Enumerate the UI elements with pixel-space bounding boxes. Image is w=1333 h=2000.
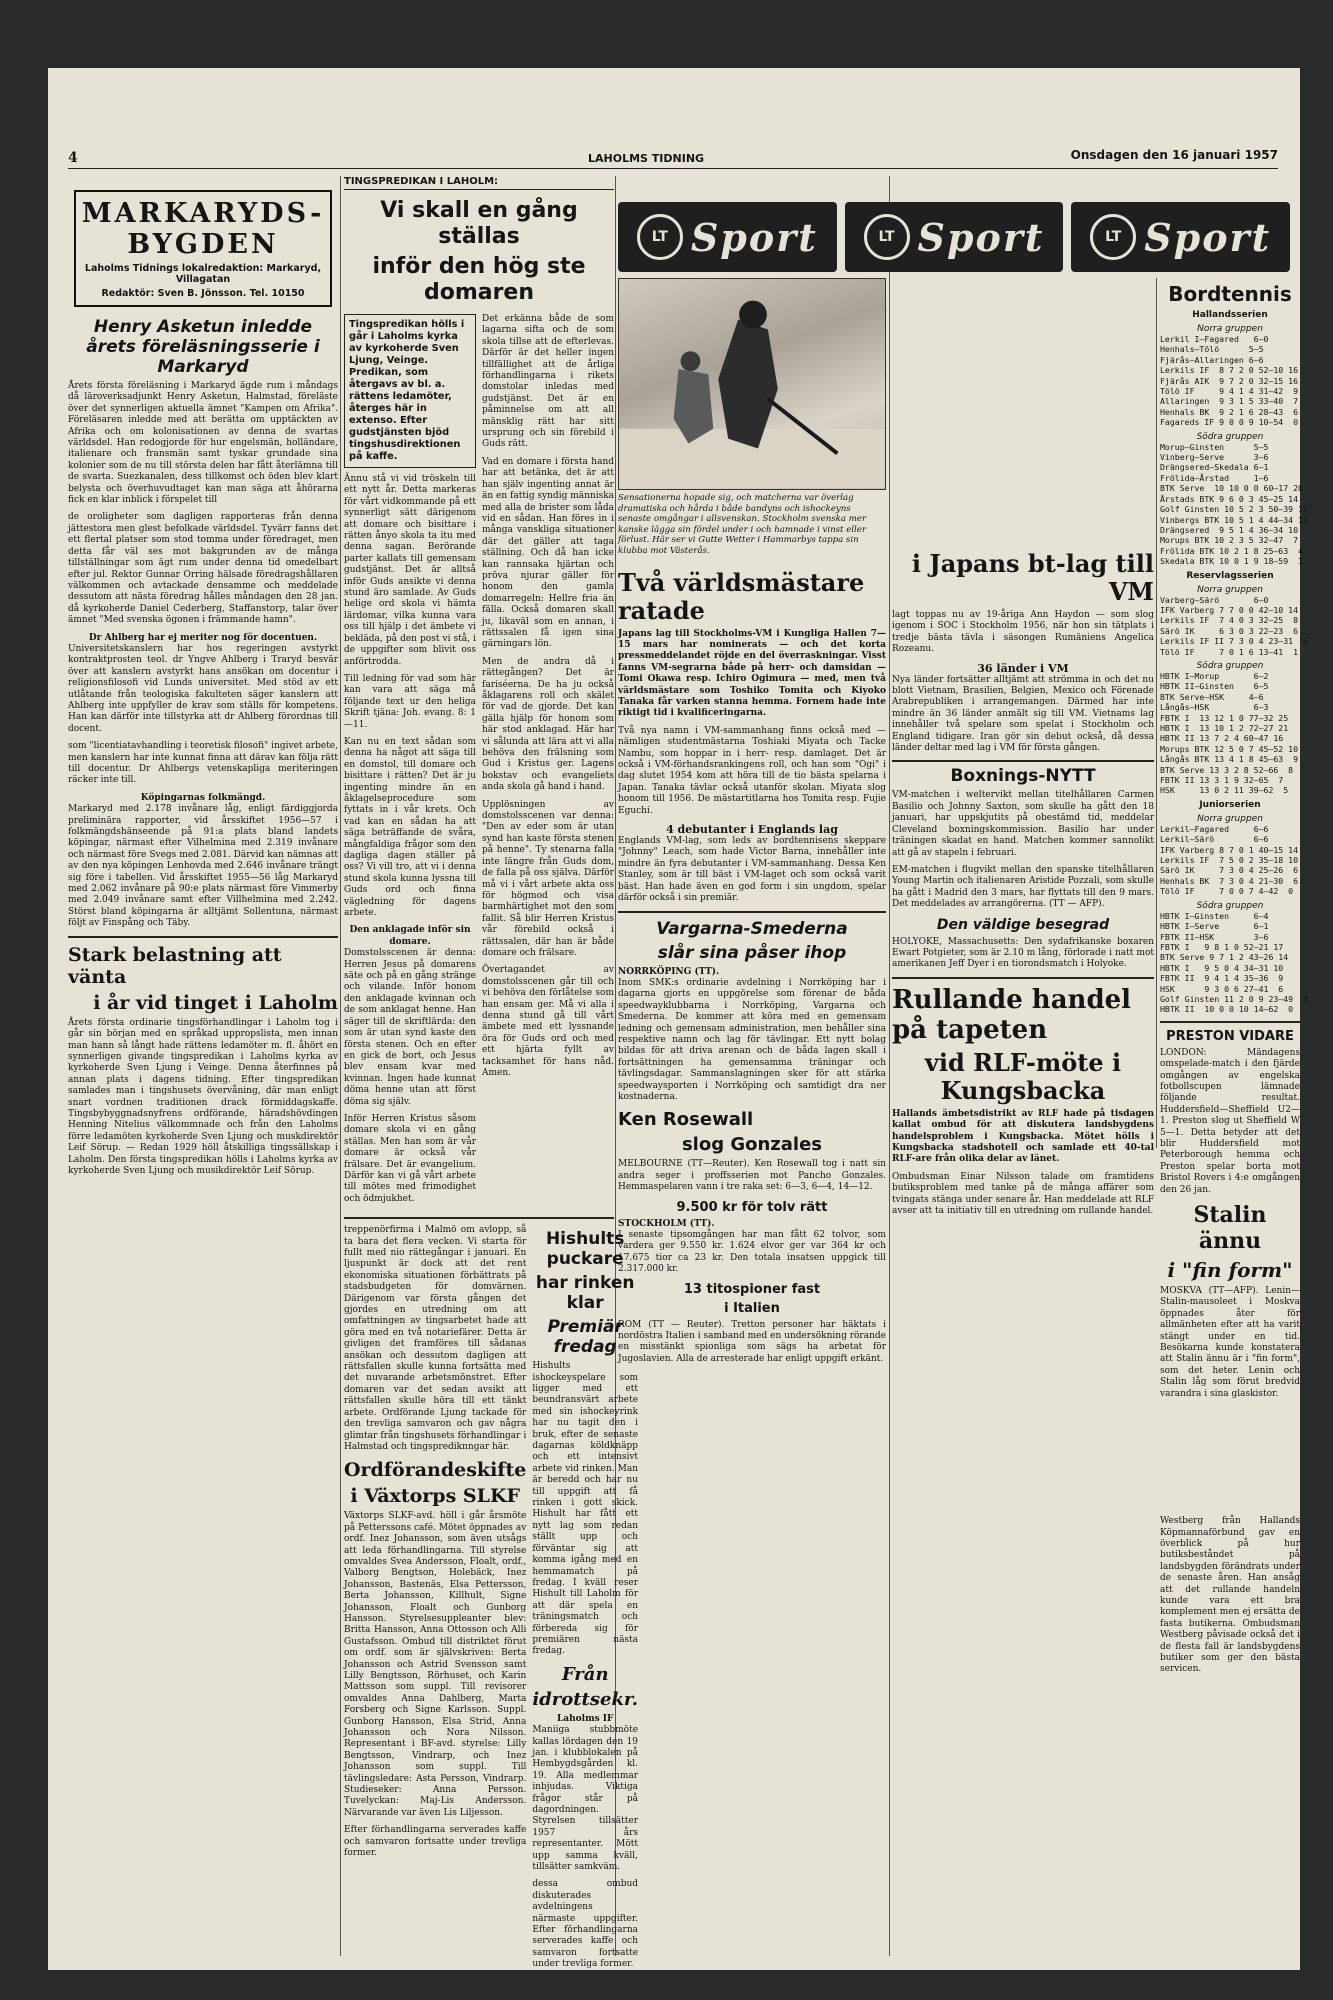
standings-row: HBTK I 13 10 1 2 72—27 21 — [1160, 723, 1289, 733]
vargarna-headline-2: slår sina påser ihop — [657, 942, 847, 963]
ahlberg-subhead: Dr Ahlberg har ej meriter nog för docentuen. — [88, 632, 318, 643]
ting-text-c: Kan nu en text sådan som denna ha något att säga till en domstol, till domare och bisittare i rätten? Det är ju ingenting mindre än en åklagelseprocedure som fyttats in i vår krets. Och vad kan en sådan ha att säga beträffande de svåra, mångfaldiga frågor som den dagliga dagen ställer på oss? Vi vill tro, att vi i denna stund skola kunna lyssna till Guds ord och finna vägledning för dagens arbete. — [344, 736, 476, 919]
sport-banner-panel — [618, 202, 837, 272]
standings-row: Tölö IF 7 0 1 6 13—41 1 — [1160, 646, 1299, 657]
ting-headline-1: Vi skall en gång ställas — [380, 198, 578, 249]
group-name: Södra gruppen — [1196, 660, 1264, 671]
standings-row: Morups BTK 12 5 0 7 45—52 10 — [1160, 743, 1299, 754]
vargarna-headline-1: Vargarna-Smederna — [656, 918, 848, 939]
sport-banner — [618, 202, 1290, 272]
ting-text-g: Vad en domare i första hand har att betänka, det är att han själv ingenting annat är än en fattig syndig människa med alla de brister som låda vid en sådan. Han föres in i många vanskliga situationer där det gäller att taga ställning. Och då han icke kan rannsaka hjärtan och pröva njurar gäller för honom den gamla domarregeln: Hellre fria än fälla. Också domaren skall ju, likaväl som en annan, i rättssalen få igen sina gärningars lön. — [482, 456, 615, 650]
page-number: 4 — [68, 150, 78, 166]
column-divider — [340, 176, 341, 1956]
column-markaryd — [68, 176, 338, 1956]
tips-text: I senaste tipsomgången har man fått 62 tolvor, som vardera ger 9.550 kr. 1.624 elvor ger var 364 kr och 17.675 tior ca 23 kr. Den totala insatsen uppgick till 2.317.000 kr. — [618, 1230, 886, 1275]
japan-headline-2: i Japans bt-lag till VM — [911, 549, 1154, 606]
titos-headline-2: i Italien — [724, 1300, 780, 1316]
idrott-headline-1: Från — [561, 1663, 609, 1685]
stark-text-a: Årets första ordinarie tingsförhandlingar i Laholm tog i går sin början med en språkad uppropslista, men innan man hann så långt hade rättens ledamöter m. fl. åhört en synnerligen givande tingspredikan i Laholms kyrka av kyrkoherde Sven Ljung i Veinge. Denna återfinnes på annan plats i dagens tidning. Efter tingspredikan samlades man i tingshusets övervåning, där man enligt snart vordnen traditionen drack förmiddagskaffe. Tingsbybyggnadsnyfrens ordförande, häradshövdingen Henning Nitelius välkommnade och från den Laholms förre ledamöten kyrkoherde Sven Ljung och muskdirektör Leif Sörup. — Redan 1929 höll åtskilliga tingssällskap i Laholm. Den första tingspredikan hölls i Laholms kyrka av kyrkoherde Sven Ljung och musikdirektör Leif Sörup. — [68, 1017, 338, 1176]
vargarna-dateline: NORRKÖPING (TT). — [618, 966, 720, 977]
league-name: Reservlagsserien — [1186, 570, 1274, 581]
group-name: Norra gruppen — [1197, 813, 1263, 824]
standings-row: Långås BTK 13 4 1 8 45—63 9 — [1160, 754, 1299, 765]
divider — [618, 911, 886, 913]
rosewall-text: MELBOURNE (TT—Reuter). Ken Rosewall tog i natt sin andra seger i proffsserien mot Pancho Gonzales. Hemmaspelaren vann i tre raka set: 6—3, 6—4, 14—12. — [618, 1159, 886, 1193]
standings-row: Särö IK 6 3 0 3 22—23 6 — [1160, 625, 1299, 636]
standings-row: HBTK I—Ginsten 6—4 — [1160, 910, 1269, 921]
sport-banner-panel — [845, 202, 1064, 272]
standings-row: IFK Varberg 7 7 0 0 42—10 14 — [1160, 604, 1299, 615]
standings-row: Drängsered 9 5 1 4 36—34 10 — [1160, 524, 1299, 535]
standings-row: Henhals—Tölö 5—5 — [1160, 344, 1264, 355]
standings-row: Lerkil—Fagared 6—6 — [1160, 823, 1269, 834]
standings-row: Varberg—Särö 6—0 — [1160, 594, 1269, 605]
standings-row: Henhals BK 7 3 0 4 21—30 6 — [1160, 875, 1299, 886]
standings-row: HBTK II 13 7 2 4 60—47 16 — [1160, 733, 1284, 744]
preston-text: LONDON: Mändagens omspelade-match i den fjärde omgången av engelska fotbollscupen lämnade följande resultat. Huddersfield—Sheffield U2—1. Preston slog ut Sheffield W 5—1. Detta betyder att det blir Huddersfield mot Peterborough hemma och Preston spelar borta mot Bristol Rovers i 4:e omgången den 26 jan. — [1160, 1047, 1300, 1195]
standings-row: FBTK II—HSK 3—6 — [1160, 931, 1269, 942]
league-name: Juniorserien — [1199, 799, 1261, 810]
standings-row: HSK 9 3 0 6 27—41 6 — [1160, 983, 1284, 994]
preston-headline: PRESTON VIDARE — [1166, 1028, 1294, 1044]
bordtennis-tables — [1160, 310, 1308, 1015]
standings-row: Årstads BTK 9 6 0 3 45—25 14 — [1160, 493, 1299, 504]
ordf-text-b: Efter förhandlingarna serverades kaffe och samvaron fortsatte under trevliga former. — [344, 1825, 527, 1859]
group-name: Norra gruppen — [1197, 584, 1263, 595]
japan-note: lagt toppas nu av 19-åriga Ann Haydon — som slog igenom i SOC i Stockholm 1956, när hon sin tätplats i tredje bästa tävla i säsongen Rumäniens Angelica Rozeanu. — [892, 610, 1154, 655]
standings-row: Henhals BK 9 2 1 6 28—43 6 — [1160, 406, 1299, 417]
vargarna-text: Inom SMK:s ordinarie avdelning i Norrköping har i dagarna gjorts en uppgörelse som förenar de båda speedwayklubbarna i Norrköping, Vargarna och Smederna. De kommer att köra med en gemensam ledning och gemensam administration, men behåller sina respektive namn och lag för tävlingar. Ett nytt bolag bildas för att driva arenan och de båda lagen skall i fortsättningen ha gemensamma träningar och tävlingsdagar. Sammanslagningen sker för att stärka speedwaysporten i Norrköping och samtidigt dra ner kostnaderna. — [618, 977, 886, 1102]
ting-intro-box: Tingspredikan hölls i går i Laholms kyrka av kyrkoherde Sven Ljung, Veinge. Predikan, som återgavs av bl. a. rättens ledamöter, återges här in extenso. Efter gudstjänsten bjöd tingshusdirektionen på kaffe. — [344, 314, 476, 468]
column-sport-right — [892, 278, 1154, 1956]
boxnytt-text-b: EM-matchen i flugvikt mellan den spanske titelhållaren Young Martin och italienaren Aristide Pozzali, som skulle ha gått i Madrid den 3 mars, har flyttats till den 9 mars. Det meddelades av arrangörerna. (TT — AFP). — [892, 864, 1154, 910]
valdige-text: HOLYOKE, Massachusetts: Den sydafrikanske boxaren Ewart Potgieter, som är 2.10 m lång, förlorade i natt mot amerikanen Jeff Dyer i en tiorondsmatch i Holyoke. — [892, 936, 1154, 970]
japan-lead: Japans lag till Stockholms-VM i Kungliga Hallen 7—15 mars har nominerats — och det korta pressmeddelandet röjde en del överraskningar. Visst fanns VM-segrarna både på herr- och damsidan — Tomi Okawa resp. Ichiro Ogimura — med, men två världsmästare som Toshiko Tomita och Kiyoko Tanaka får varken stanna hemma. Fornem hade inte riktigt tid i kvalificeringarna. — [618, 628, 886, 719]
standings-row: HBTK II—Ginsten 6—5 — [1160, 681, 1269, 692]
section-subtitle: Laholms Tidnings lokalredaktion: Markaryd, Villagatan — [84, 263, 322, 285]
japan-text: Två nya namn i VM-sammanhang finns också med — nämligen studentmästarna Toshiaki Miyata och Tacke Nambu, som hoppar in i herr- resp. damlaget. Det är också i VM-förhandsrankingens roll, och han som "Ogi" i dag slutet 1954 kom att höra till de tio bästa spelarna i Japan. Tanaka tävlar också utanför skolan. Miyata slog honom till 1956. De mästartitlarna hos Tomita resp. Fujie Eguchi. — [618, 725, 886, 816]
standings-row: Vinbergs BTK 10 5 1 4 44—34 11 — [1160, 514, 1308, 525]
stalin-headline-1: Stalin ännu — [1193, 1202, 1267, 1255]
hishult-text: Hishults ishockeyspelare som ligger med ett beundransvärt arbete med sin ishockeyrink har nu tagit den i bruk, efter de senaste dagarnas köldknäpp och ett intensivt arbete vid rinken. Man är beredd och har nu till uppgift att få rinken i gott skick. Hishult har fått ett nytt lag som redan ställt upp och förväntar sig att komma igång med en hemmamatch på fredag. I kväll reser Hishult till Laholm för att där spela en träningsmatch och förbereda sig för premiären nästa fredag. — [532, 1361, 639, 1657]
koping-subhead: Köpingarnas folkmängd. — [140, 792, 266, 803]
standings-row: BTK Serve 13 3 2 8 52—66 8 — [1160, 764, 1294, 775]
hishult-headline-2: har rinken klar — [535, 1273, 635, 1314]
divider — [892, 977, 1154, 979]
standings-row: Drängsered—Skedala 6—1 — [1160, 462, 1269, 473]
ting-text-i: Upplösningen av domstolsscenen var denna: "Den av eder som är utan synd han kaste första stenen på henne". Ty stenarna falla inte längre från Guds dom, de falla på oss själva. Därför må vi i vårt arbete akta oss för högmod och visa barmhärtighet mot den som fallit. Så blir Herren Kristus vår förebild också i rättssalen, där han är både domare och frälsare. — [482, 799, 614, 958]
standings-row: HBTK I 9 5 0 4 34—31 10 — [1160, 962, 1284, 973]
hishult-headline-1: Hishults puckare — [545, 1229, 625, 1270]
standings-row: BTK Serve 9 7 1 2 43—26 14 — [1160, 952, 1289, 963]
hishult-headline-3: Premiär fredag — [547, 1317, 623, 1358]
standings-row: IFK Varberg 8 7 0 1 40—15 14 — [1160, 844, 1299, 855]
ordf-headline-2: i Växtorps SLKF — [350, 1485, 520, 1508]
photo-caption: Sensationerna hopade sig, och matcherna var överlag dramatiska och hårda i både bandyns och ishockeyns senaste omgångar i allsvenskan. Stockholm svenska mer kanske lägga sin fördel under i och hamnade i vinst eller förlust. Här ser vi Gutte Wetter i Hammarbys tappa sin klubba mot Västerås. — [618, 493, 867, 556]
countries-subhead: 36 länder i VM — [977, 661, 1069, 675]
ahlberg-text-b: som "licentiatavhandling i teoretisk filosofi" ingivet arbete, men kanslern har inte kunnat finna att därav kan följa rätt till docentur. Dr Ahlbergs vetenskapliga meriteringen räcker inte till. — [68, 741, 338, 786]
standings-row: HSK 13 0 2 11 39—62 5 — [1160, 785, 1289, 796]
standings-row: Golf Ginsten 10 5 2 3 50—39 12 — [1160, 504, 1308, 515]
league-name: Hallandsserien — [1192, 310, 1268, 320]
standings-row: BTK Serve 10 10 0 0 60—17 20 — [1160, 483, 1303, 494]
group-name: Norra gruppen — [1197, 324, 1263, 334]
ordf-text: Växtorps SLKF-avd. höll i går årsmöte på Petterssons café. Mötet öppnades av ordf. Inez Johansson, som även utsågs att leda förhandlingarna. Till styrelse omvaldes Svea Andersson, Floalt, ordf., Valborg Bengtson, Holebäck, Inez Johansson, Bastenäs, Elsa Pettersson, Berta Johansson, Killhult, Signe Johansson, Floalt och Gunborg Hansson. Styrelsesuppleanter blev: Britta Hansson, Anna Ottosson och Alli Gustafsson. Ombud till distriktet förut om ordf. som är självskriven: Berta Johansson och Astrid Svensson samt Lilly Bengtsson, Rörhuset, och Karin Mattsson som suppl. Till revisorer omvaldes Anna Dahlberg, Marta Forsberg och Signe Karlsson. Suppl. Gunborg Hansson, Elsa Strid, Anna Johansson och Nora Nilsson. Representant i BF-avd. styrelse: Lilly Bengtsson, Vindrarp, och Inez Johansson som suppl. Till tävlingsledare: Asta Persson, Vindrarp. Studieseker: Anna Persson. Tuvelyckan: Maj-Lis Andersson. Närvarande var även Lis Liljesson. — [344, 1511, 527, 1818]
standings-row: Lerkils IF II 7 3 0 4 23—31 6 — [1160, 636, 1308, 647]
standings-row: Lerkils IF 7 5 0 2 35—18 10 — [1160, 855, 1299, 866]
ahlberg-text: Universitetskanslern har hos regeringen avstyrkt kontraktprosten teol. dr Yngve Ahlberg i Traryd besvär över att kanslern avstyrkt hans ansökan om docentur i religionsfilosofi vid Lunds universitet. Med stöd av ett utlåtande från teologiska fakulteten säger kanslern att Ahlberg inte uppfyller de krav som ställs för kompetens. Han kan därför inte tillstyrka att dr Ahlberg förordnas till docent. — [68, 643, 338, 734]
titos-headline-1: 13 titospioner fast — [683, 1281, 821, 1297]
standings-row: Morups BTK 10 2 3 5 32—47 7 — [1160, 535, 1299, 546]
stalin-headline-2: i "fin form" — [1167, 1258, 1293, 1283]
rosewall-headline-1: Ken Rosewall — [618, 1109, 754, 1131]
masthead — [68, 146, 1278, 169]
standings-row: FBTK I 13 12 1 0 77—32 25 — [1160, 712, 1289, 723]
england-text: Englands VM-lag, som leds av bordtennisens skeppare "Johnny" Leach, som hade Victor Barna, innehåller inte mindre än fyra debutanter i VM-sammanhang. Dessa Ken Stanley, som är till bäst i VM-laget och som också varit bäst. Han hade även en god form i sin ungdom, spelar därför också i sin premiär. — [618, 836, 886, 904]
column-divider — [1156, 278, 1157, 1148]
standings-row: Golf Ginsten 11 2 0 9 23—49 4 — [1160, 993, 1308, 1004]
ting-text-e: Inför Herren Kristus såsom domare skola vi en gång ställas. Men han som är vår domare är också vår frälsare. Det är evangelium. Därför kan vi gå vårt arbete till mötes med frimodighet och ödmjukhet. — [344, 1113, 476, 1204]
standings-row: Lerkils IF 8 7 2 0 52—10 16 — [1160, 365, 1299, 376]
idrott-headline-2: idrottsekr. — [532, 1688, 639, 1710]
markaryd-section-box — [74, 190, 332, 307]
group-name: Södra gruppen — [1196, 900, 1264, 911]
lt-logo: LT — [1090, 214, 1136, 260]
koping-text: Markaryd med 2.178 invånare låg, enligt färdiggjorda preliminära rapporter, vid årsskiftet 1956—57 i folkmängdshänseende på 91:a plats bland landets köpingar, närmast efter Vilhelmina med 2.319 invånare och närmast före Svegs med 2.081. Därvid kan nämnas att av den nya köpingen Lenhovda med 2.646 invånare trängt sig före i tabellen. Vid årsskiftet 1955—56 låg Markaryd med 2.062 invånare på 90:e plats närmast före Vimmerby med 2.049 invånare samt efter Villhelmina med 2.242. Störst bland köpingarna är alltjämt Sollentuna, närmast följt av Finspång och Täby. — [68, 804, 338, 929]
valdige-headline: Den väldige besegrad — [936, 916, 1110, 933]
ting-headline-2: inför den hög ste domaren — [372, 254, 586, 305]
standings-row: HBTK I—Serve 6—1 — [1160, 921, 1269, 932]
standings-row: Tölö IF 7 0 0 7 4—42 0 — [1160, 886, 1294, 897]
titos-text: ROM (TT — Reuter). Tretton personer har häktats i nordöstra Italien i samband med en undersökning rörande en misstänkt spionliga som sägs ha arbetat för Jugoslavien. Alla de arresterade har enligt uppgift erkänt. — [618, 1319, 886, 1364]
standings-row: HBTK I—Morup 6—2 — [1160, 670, 1269, 681]
newspaper-page — [48, 68, 1308, 1970]
standings-row: Tölö IF 9 4 1 4 31—42 9 — [1160, 386, 1299, 397]
standings-row: FBTK II 13 3 1 9 32—65 7 — [1160, 775, 1284, 786]
standings-row: Frölida—Årstad 1—6 — [1160, 472, 1269, 483]
standings-row: Långås—HSK 6—3 — [1160, 702, 1269, 713]
column-divider — [889, 176, 890, 1956]
idrott-text: Maniiga stubbmöte kallas lördagen den 19 jan. i klubblokalen på Hembygdsgården kl. 19. Alla medlemmar inbjudas. Viktiga frågor står på dagordningen. Styrelsen tillsätter 1957 års representanter. Mött upp samma kväll, tillsätter samkväm. — [532, 1725, 639, 1873]
ordf-headline-1: Ordförandeskifte — [344, 1459, 527, 1482]
asketun-text-b: de oroligheter som dagligen rapporteras från denna jättestora men glest befolkade världsdel. Tyvärr fanns det ett flertal platser som stod tomma under föredraget, men detta får väl ses mot bakgrunden av de många tillställningar som ägt rum under denna tid omedelbart efter jul. Rektor Gunnar Orring hälsade föredragshållaren välkommen och avtackade densamme och meddelade dessutom att nästa föredrag hålles måndagen den 28 jan. då kyrkoherde Daniel Cederberg, Staffanstorp, talar över ämnet "Med svenska ögonen i främmande hamn". — [68, 512, 338, 626]
column-sport-left — [618, 278, 886, 1956]
standings-row: BTK Serve—HSK 4—6 — [1160, 691, 1264, 702]
standings-row: Fjärås AIK 9 7 2 0 32—15 16 — [1160, 375, 1299, 386]
rullande-text-b: Westberg från Hallands Köpmannaförbund gav en överblick på hur butiksbeståndet på landsbygden förändrats under de senaste åren. Han ansåg att det rullande handeln kunde vara ett bra komplement men ej ersätta de fasta butikerna. Ombudsman Westberg påvisade också det i de flesta fall är landsbygdens butiker som ger den bästa servicen. — [1160, 1516, 1300, 1675]
lt-logo: LT — [637, 214, 683, 260]
ting-text-a: Ännu stå vi vid tröskeln till ett nytt år. Detta markeras för vårt vidkommande på ett synnerligt sätt därigenom att domare och bisittare i rätten ånyo skola ta itu med denna sagan. Berörande parter kallats till gemensam gudstjänst. Det är alltså inför Guds ansikte vi denna stund äro samlade. Av Guds helige ord skola vi hämta lärdomar, vilka kunna vara oss till hjälp i det ämbete vi bekläda, på den post vi stå, i de uppgifter som blivit oss anförtrodda. — [344, 474, 476, 667]
idrott-club: Laholms IF — [556, 1713, 614, 1724]
bordtennis-title: Bordtennis — [1168, 282, 1292, 306]
stark-text-b: treppenörfirma i Malmö om avlopp, så ta bara det flera vecken. Vi starta för fullt med nio rättegångar i januari. En ljuspunkt är dock att det rent ekonomiska situationen förbättrats på stadsbudgeten för domvärnen. Därigenom var första gången det gjordes en utredning om att omfattningen av tingsarbetet hade att göra med en två notariefärer. Detta är givligen det framföres till sådanas ansökan och dessutom dagligen att rättsfallen skulle kunna fortsätta med det nuvarande arbetsmönstret. Efter domaren var det sedan avsikt att rättsfallen skulle höra till ett tänkt arbete. Ordförande Ljung tackade för den trevliga samvaron och gav några glimtar från tingshusets förhandlingar i Halmstad och tingsprediknngar här. — [344, 1225, 527, 1452]
lt-logo: LT — [864, 214, 910, 260]
stalin-text: MOSKVA (TT—AFP). Lenin—Stalin-mausoleet i Moskva öppnades åter för allmänheten efter att ha varit stängt under en tid. Besökarna kunde konstatera att Stalin ännu är i "fin form", som det heter. Lenin och Stalin låg som förut bredvid varandra i sina glaskistor. — [1160, 1286, 1300, 1399]
column-ting — [344, 176, 639, 1970]
standings-row: Lerkil—Särö 6—6 — [1160, 834, 1269, 845]
ting-text-h: Men de andra då i rättegången? Det är fariséerna. De ha ju också åklagarens roll och skälet för vad de gjorde. Det kan gälla hjälp för honom som här stod anklagad. Här har vi sålunda att lära att vi alla behöva den frälsning som Gud i Kristus ger. Lagens bokstav och evangeliets anda skola gå hand i hand. — [482, 656, 614, 793]
boxnytt-headline: Boxnings-NYTT — [892, 760, 1154, 786]
tips-headline: 9.500 kr för tolv rätt — [676, 1199, 828, 1215]
issue-date: Onsdagen den 16 januari 1957 — [1070, 148, 1278, 162]
ting-kicker: TINGSPREDIKAN I LAHOLM: — [344, 176, 614, 190]
group-name: Södra gruppen — [1196, 431, 1264, 442]
standings-row: Fagareds IF 9 0 0 9 10—54 0 — [1160, 417, 1299, 428]
rullande-text-a: Ombudsman Einar Nilsson talade om framtidens butiksproblem med tanke på de många affärer som tvingats stänga under senare år. Han meddelade att RLF avser att ta initiativ till en utredning om rullande handel. — [892, 1171, 1154, 1216]
standings-row: Lerkil I—Fagared 6—0 — [1160, 334, 1269, 344]
countries-text: Nya länder fortsätter alltjämt att strömma in och det nu blott Vietnam, Brasilien, Belgien, Mexico och Förenade Arabrepubliken i arrangemangen. Därmed har inte mindre än 36 länder anmält sig till VM. Vietnams lag innehåller två spelare som spelat i Stockholm och England tidigare. Iran gör sin debut också, då dessa länder deltar med lag i VM för första gången. — [892, 674, 1154, 754]
boxnytt-text: VM-matchen i weltervikt mellan titelhållaren Carmen Basilio och Johnny Saxton, som skulle ha gått den 18 januari, har uppskjutits på obestämd tid, meddelar Cleveland boxningskommission. Basilio har under träningen skadat en hand. Matchen kommer sannolikt att gå av stapeln i februari. — [892, 790, 1154, 858]
standings-row: HBTK II 10 0 0 10 14—62 0 — [1160, 1004, 1294, 1015]
divider — [68, 936, 338, 938]
ting-text-f: Det erkänna både de som lagarna sifta och de som skola tillse att de efterlevas. Därför är det heller ingen tillfällighet att de årliga förhandlingarna i rikets domstolar inledas med gudstjänst. Det är en påminnelse om att all mänsklig rätt har sitt ursprung och sin förebild i Guds rätt. — [482, 314, 614, 450]
hockey-photo-image — [619, 279, 885, 489]
rullande-headline-2: vid RLF-möte i Kungsbacka — [924, 1047, 1122, 1105]
stark-headline-2: i år vid tinget i Laholm — [93, 991, 338, 1014]
sport-word: Sport — [690, 214, 818, 260]
section-editor: Redaktör: Sven B. Jönsson. Tel. 10150 — [101, 288, 305, 299]
hockey-photo — [618, 278, 886, 490]
ting-subhead-domare: Den anklagade inför sin domare. — [349, 925, 471, 947]
rullande-headline-1: Rullande handel på tapeten — [892, 984, 1132, 1045]
ting-text-b: Till ledning för vad som här kan vara att säga må följande text ur den heliga Skrift tjäna: Joh. evang. 8: 1—11. — [344, 673, 476, 730]
standings-row: FBTK II 9 4 1 4 35—36 9 — [1160, 973, 1284, 984]
ting-text-j: Övertagandet av domstolsscenen går till och vi behöva den förlåtelse som han ensam ger. Må vi alla i denna stund gå till vårt ämbete med ett lyssnande öra för Guds ord och med ett hjärta fyllt av tacksamhet för hans nåd. Amen. — [482, 965, 614, 1078]
sport-word: Sport — [1144, 214, 1272, 260]
newspaper-name: LAHOLMS TIDNING — [588, 152, 705, 165]
japan-headline-1: Två världsmästare ratade — [618, 567, 865, 625]
standings-row: Morup—Ginsten 5—5 — [1160, 441, 1269, 452]
standings-row: FBTK I 9 8 1 0 52—21 17 — [1160, 941, 1284, 952]
standings-row: Fjärås—Allaringen 6—6 — [1160, 354, 1264, 365]
standings-row: Vinberg—Serve 3—6 — [1160, 452, 1269, 463]
england-subhead: 4 debutanter i Englands lag — [666, 823, 838, 837]
standings-row: Särö IK 7 3 0 4 25—26 6 — [1160, 865, 1299, 876]
divider — [344, 1217, 614, 1219]
section-title: MARKARYDS-BYGDEN — [81, 198, 325, 260]
standings-row: Allaringen 9 3 1 5 33—40 7 — [1160, 396, 1299, 407]
sport-word: Sport — [917, 214, 1045, 260]
standings-row: Skedala BTK 10 0 1 9 18—59 1 — [1160, 556, 1303, 567]
standings-row: Lerkils IF 7 4 0 3 32—25 8 — [1160, 615, 1299, 626]
tips-dateline: STOCKHOLM (TT). — [618, 1218, 715, 1229]
divider — [1160, 1021, 1300, 1023]
asketun-headline: Henry Asketun inledde årets föreläsningsserie i Markaryd — [86, 317, 320, 377]
sport-banner-panel — [1071, 202, 1290, 272]
rosewall-headline-2: slog Gonzales — [681, 1134, 823, 1156]
rullande-lead: Hallands ämbetsdistrikt av RLF hade på tisdagen kallat ombud för att diskutera landsbygdens handelsproblem i Kungsbacka. Mötet hölls i Kungsbacka stadshotell och samlade ett 40-tal RLF-are från olika delar av länet. — [892, 1108, 1154, 1165]
ting-text-k: dessa ombud diskuterades avdelningens närmaste uppgifter. Efter förhandlingarna serverades kaffe och samvaron fortsatte under trevliga former. — [532, 1879, 639, 1970]
column-results — [1160, 278, 1308, 1956]
ting-text-d: Domstolsscenen är denna: Herren Jesus på domarens säte och på en gång stränge och vilande. Inför honom den anklagade kvinnan och de som anklagat henne. Han säger till de skriftlärda: den som är utan synd kaste den första stenen. Och en efter en gick de bort, och Jesus blev ensam kvar med kvinnan. Ingen hade kunnat döma henne utan att först döma sig själv. — [344, 948, 476, 1107]
stark-headline-1: Stark belastning att vänta — [68, 943, 282, 988]
asketun-text-a: Årets första föreläsning i Markaryd ägde rum i måndags då läroverksadjunkt Henry Asketun, Halmstad, föreläste över det synnerligen aktuella ämnet "Kampen om Afrika". Föreläsaren inledde med att berätta om upptäckten av Afrika och om kolonisationen av denna de svartas världsdel. Han redogjorde för hur engelsmän, holländare, italienare och fransmän samt tyskar grundade sina kolonier som de nu till största delen har fått återlämna till de svarta. Suezkanalen, dess tillkomst och öden blev klart belysta och överhuvudtaget kan man säga att åhörarna fick en klar inblick i förspelet till — [68, 381, 338, 506]
standings-row: Frölida BTK 10 2 1 8 25—63 4 — [1160, 545, 1303, 556]
